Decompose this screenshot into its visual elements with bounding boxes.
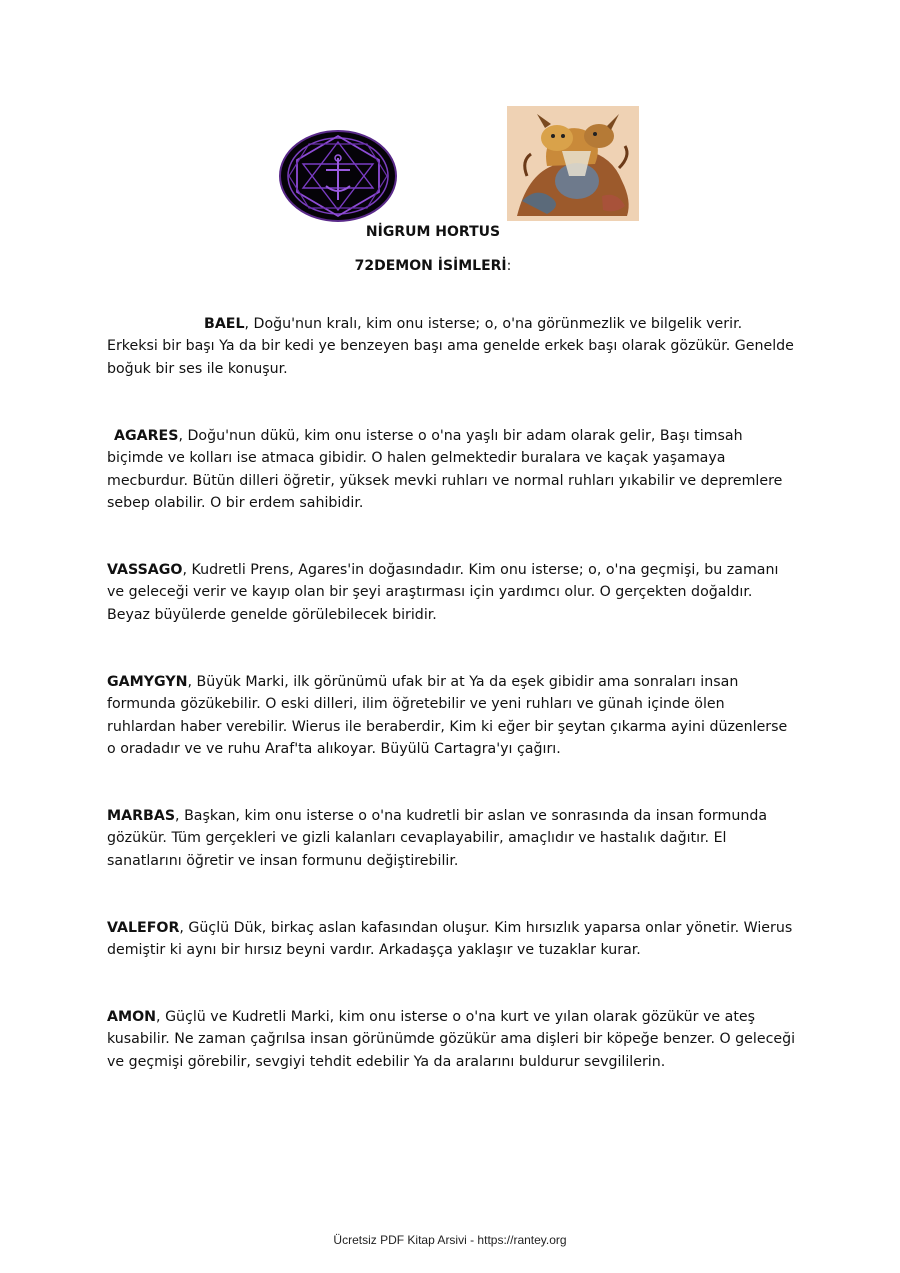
sigil-image xyxy=(279,130,397,222)
entry-valefor xyxy=(107,917,797,962)
entry-agares xyxy=(107,425,797,514)
subtitle-text: 72DEMON İSİMLERİ xyxy=(354,258,507,274)
entry-vassago xyxy=(107,559,797,626)
footer-link[interactable]: Ücretsiz PDF Kitap Arsivi - https://rantey.org xyxy=(333,1233,567,1247)
entry-name: GAMYGYN xyxy=(107,674,188,690)
entry-marbas xyxy=(107,805,797,872)
entry-gamygyn xyxy=(107,671,797,760)
entry-name: AGARES xyxy=(114,428,179,444)
entry-text: , Güçlü ve Kudretli Marki, kim onu isterse o o'na kurt ve yılan olarak gözükür ve ateş kusabilir. Ne zaman çağrılsa insan görünümde gözükür ama dişleri bir köpeğe benzer. O geleceği ve geçmişi görebilir, sevgiyi tehdit edebilir Ya da aralarını buldurur sevgililerin. xyxy=(107,1009,796,1070)
entry-text: , Doğu'nun dükü, kim onu isterse o o'na yaşlı bir adam olarak gelir, Başı timsah biçimde ve kolları ise atmaca gibidir. O halen gelmektedir buralara ve kaçak yaşamaya mecburdur. Bütün dilleri öğretir, yüksek mevki ruhları ve normal ruhları yıkabilir ve depremlere sebep olabilir. O bir erdem sahibidir. xyxy=(107,428,783,511)
demon-illustration-image xyxy=(507,106,639,221)
entry-bael xyxy=(107,313,797,380)
entry-text: , Başkan, kim onu isterse o o'na kudretli bir aslan ve sonrasında da insan formunda gözükür. Tüm gerçekleri ve gizli kalanları cevaplayabilir, amaçlıdır ve hastalık dağıtır. El sanatlarını öğretir ve insan formunu değiştirebilir. xyxy=(107,808,768,869)
document-title: NİGRUM HORTUS xyxy=(365,224,501,240)
subtitle-colon: : xyxy=(506,258,512,274)
entry-text: , Güçlü Dük, birkaç aslan kafasından oluşur. Kim hırsızlık yaparsa onlar yönetir. Wierus demiştir ki aynı bir hırsız beyni vardır. Arkadaşça yaklaşır ve tuzaklar kurar. xyxy=(107,920,793,959)
entry-name: AMON xyxy=(107,1009,157,1025)
entry-name: VASSAGO xyxy=(107,562,183,578)
entry-name: MARBAS xyxy=(107,808,176,824)
entry-name: VALEFOR xyxy=(107,920,180,936)
entry-text: , Büyük Marki, ilk görünümü ufak bir at Ya da eşek gibidir ama sonraları insan formunda gözükebilir. O eski dilleri, ilim öğretebilir ve yeni ruhları ve günah içinde ölen ruhlardan haber verebilir. Wierus ile beraberdir, Kim ki eğer bir şeytan çıkarma ayini düzenlerse o oradadır ve ve ruhu Araf'ta alıkoyar. Büyülü Cartagra'yı çağırı. xyxy=(107,674,788,757)
entry-amon xyxy=(107,1006,797,1073)
document-subtitle xyxy=(0,258,883,274)
entry-text: , Kudretli Prens, Agares'in doğasındadır. Kim onu isterse; o, o'na geçmişi, bu zamanı ve geleceği verir ve kayıp olan bir şeyi araştırması için yardımcı olur. O gerçekten doğaldır. Beyaz büyülerde genelde görülebilecek biridir. xyxy=(107,562,779,623)
entry-text: , Doğu'nun kralı, kim onu isterse; o, o'na görünmezlik ve bilgelik verir. Erkeksi bir başı Ya da bir kedi ye benzeyen başı ama genelde erkek başı olarak gözükür. Genelde boğuk bir ses ile konuşur. xyxy=(107,316,794,377)
entry-name: BAEL xyxy=(204,316,245,332)
